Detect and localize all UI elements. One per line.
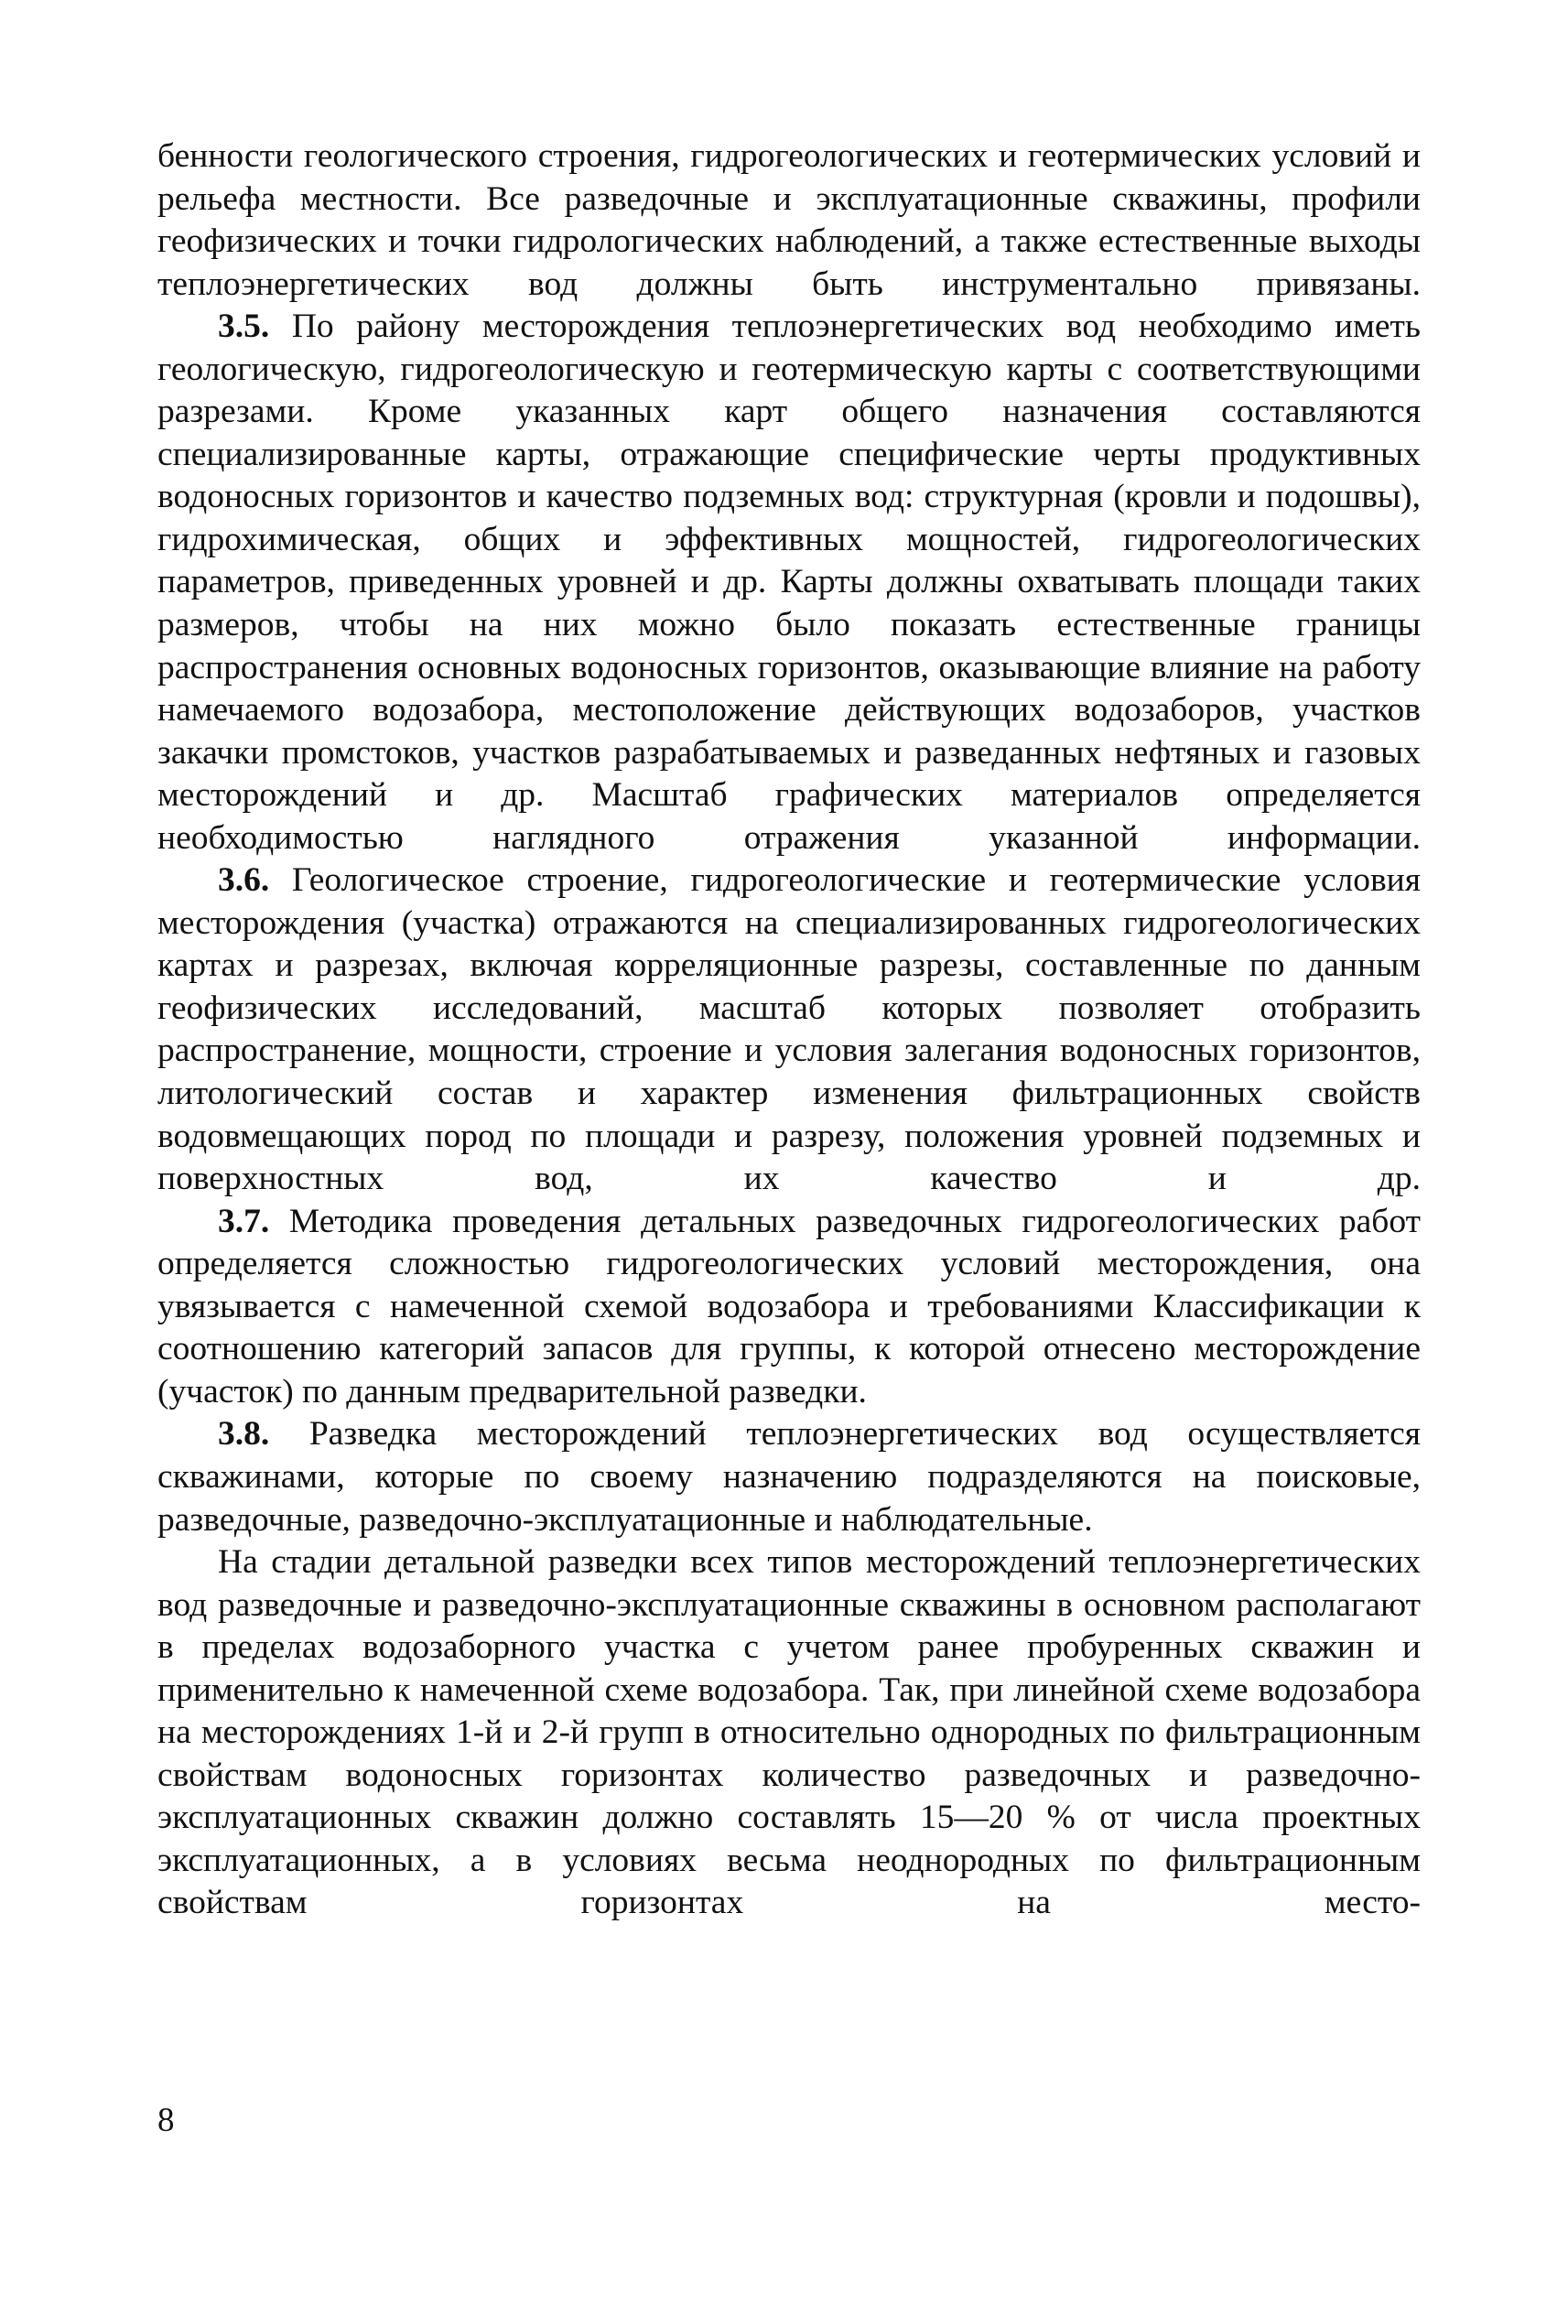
paragraph-text: Методика проведения детальных разведочных гидрогеологических работ определяется сложностью гидрогеологических условий месторождения, она увязывается с намеченной схемой водозабора и требованиями Классификации к соотношению категорий запасов для группы, к которой отнесено месторождение (участок) по данным предварительной разведки. <box>157 1202 1421 1411</box>
paragraph-text: Разведка месторождений теплоэнергетических вод осуществляется скважинами, которые по своему назначению подразделяются на поисковые, разведочные, разведочно-эксплуатационные и наблюдательные. <box>157 1415 1421 1539</box>
paragraph-text: бенности геологического строения, гидрогеологических и геотермических условий и рельефа местности. Все разведочные и эксплуатационные скважины, профили геофизических и точки гидрологических наблюдений, а также естественные выходы теплоэнергетических вод должны быть инструментально привязаны. <box>157 137 1421 303</box>
paragraph-text: Геологическое строение, гидрогеологические и геотермические условия месторождения (участка) отражаются на специализированных гидрогеологических картах и разрезах, включая корреляционные разрезы, составленные по данным геофизических исследований, масштаб которых позволяет отобразить распространение, мощности, строение и условия залегания водоносных горизонтов, литологический состав и характер изменения фильтрационных свойств водовмещающих пород по площади и разрезу, положения уровней подземных и поверхностных вод, их качество и др. <box>157 861 1421 1198</box>
paragraph-detailed-exploration <box>157 1541 1421 1925</box>
section-number: 3.6. <box>218 861 270 900</box>
page-body <box>157 135 1421 1925</box>
paragraph-3-5 <box>157 306 1421 859</box>
page-number: 8 <box>157 2102 175 2139</box>
section-number: 3.5. <box>218 308 270 346</box>
section-number: 3.7. <box>218 1202 270 1240</box>
section-number: 3.8. <box>218 1415 270 1454</box>
paragraph-3-6 <box>157 859 1421 1200</box>
paragraph-3-7 <box>157 1201 1421 1414</box>
paragraph-continuation <box>157 135 1421 306</box>
paragraph-3-8 <box>157 1413 1421 1541</box>
paragraph-text: На стадии детальной разведки всех типов месторождений теплоэнергетических вод разведочные и разведочно-эксплуатационные скважины в основном располагают в пределах водозаборного участка с учетом ранее пробуренных скважин и применительно к намеченной схеме водозабора. Так, при линейной схеме водозабора на месторождениях 1-й и 2-й групп в относительно однородных по фильтрационным свойствам водоносных горизонтах количество разведочных и разведочно-эксплуатационных скважин должно составлять 15—20 % от числа проектных эксплуатационных, а в условиях весьма неоднородных по фильтрационным свойствам горизонтах на место- <box>157 1543 1421 1922</box>
paragraph-text: По району месторождения теплоэнергетических вод необходимо иметь геологическую, гидрогеологическую и геотермическую карты с соответствующими разрезами. Кроме указанных карт общего назначения составляются специализированные карты, отражающие специфические черты продуктивных водоносных горизонтов и качество подземных вод: структурная (кровли и подошвы), гидрохимическая, общих и эффективных мощностей, гидрогеологических параметров, приведенных уровней и др. Карты должны охватывать площади таких размеров, чтобы на них можно было показать естественные границы распространения основных водоносных горизонтов, оказывающие влияние на работу намечаемого водозабора, местоположение действующих водозаборов, участков закачки промстоков, участков разрабатываемых и разведанных нефтяных и газовых месторождений и др. Масштаб графических материалов определяется необходимостью наглядного отражения указанной информации. <box>157 308 1421 857</box>
